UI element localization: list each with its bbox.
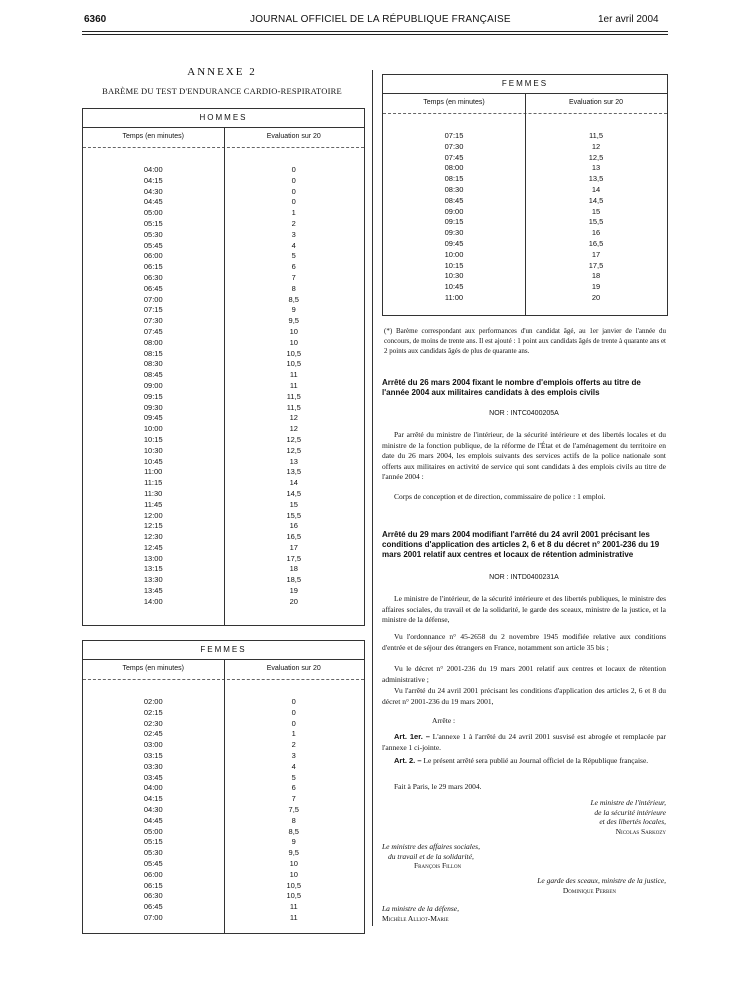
evaluation-cell: 4 (291, 761, 296, 771)
evaluation-cell: 15 (289, 499, 298, 509)
arrete2-paragraph-4: Vu l'arrêté du 24 avril 2001 précisant les conditions d'application des articles 2, 6 et 8 du décret n° 2001-236 du 19 mars 2001, (382, 686, 666, 706)
time-cell: 05:30 (143, 229, 163, 239)
hommes-table-title: HOMMES (83, 109, 364, 128)
table-row (383, 185, 667, 196)
evaluation-cell: 0 (291, 697, 296, 706)
col-eval-header: Evaluation sur 20 (266, 133, 321, 140)
time-cell: 07:15 (143, 305, 163, 315)
time-cell: 09:30 (444, 228, 464, 238)
evaluation-cell: 17,5 (588, 260, 604, 270)
table-row (83, 251, 364, 262)
evaluation-cell: 16,5 (588, 238, 604, 248)
table-row (83, 230, 364, 241)
table-row (83, 435, 364, 446)
time-cell: 11:15 (144, 478, 163, 488)
time-cell: 09:45 (143, 413, 163, 423)
arrete1-title: Arrêté du 26 mars 2004 fixant le nombre d'emplois offerts au titre de l'année 2004 aux militaires candidats à des emplois civils (382, 378, 641, 397)
time-cell: 02:00 (143, 697, 163, 706)
hommes-table (82, 108, 365, 626)
time-cell: 11:00 (144, 467, 163, 477)
time-cell: 13:30 (143, 575, 163, 585)
evaluation-cell: 7,5 (288, 804, 299, 814)
table-row (83, 586, 364, 597)
evaluation-cell: 13,5 (286, 467, 302, 477)
table-row (383, 217, 667, 228)
arrete1-paragraph: Par arrêté du ministre de l'intérieur, de la sécurité intérieure et des libertés locales et du ministre de la fonction publique, de la réforme de l'État et de l'aménagement du territoire en date du 26 mars 2004, les emplois suivants des services actifs de la police nationale sont offerts aux militaires en activité de service qui sont candidats à des emplois civils au titre de l'année 2004 : (382, 430, 666, 481)
evaluation-cell: 11 (289, 912, 298, 922)
table-row (83, 273, 364, 284)
article-2-text: Le présent arrêté sera publié au Journal officiel de la République française. (423, 756, 649, 765)
evaluation-cell: 20 (289, 596, 298, 606)
signature-title-line: Le garde des sceaux, ministre de la justice, (537, 876, 666, 885)
evaluation-cell: 1 (291, 729, 296, 739)
femmes-table-title: FEMMES (83, 641, 364, 660)
evaluation-cell: 18,5 (286, 575, 302, 585)
time-cell: 08:00 (143, 337, 163, 347)
table-row (83, 359, 364, 370)
table-row (83, 794, 364, 805)
time-cell: 10:30 (143, 445, 163, 455)
signature-title-line: La ministre de la défense, (382, 904, 460, 913)
signature-interieur (520, 798, 666, 836)
table-row (383, 250, 667, 261)
evaluation-cell: 9 (291, 837, 296, 847)
evaluation-cell: 11 (289, 380, 298, 390)
table-row (83, 500, 364, 511)
time-cell: 09:15 (444, 217, 464, 227)
table-row (83, 327, 364, 338)
evaluation-cell: 7 (291, 272, 296, 282)
time-cell: 06:00 (143, 251, 163, 261)
table-row (83, 403, 364, 414)
table-row (383, 163, 667, 174)
time-cell: 07:30 (444, 141, 464, 151)
article-2-label: Art. 2. – (394, 756, 422, 765)
evaluation-cell: 12,5 (588, 152, 604, 162)
time-cell: 05:15 (143, 218, 163, 228)
evaluation-cell: 6 (291, 783, 296, 793)
evaluation-cell: 10 (289, 858, 298, 868)
header-rule (82, 31, 668, 32)
table-row (83, 848, 364, 859)
evaluation-cell: 16 (289, 521, 298, 531)
table-row (83, 543, 364, 554)
evaluation-cell: 17 (289, 542, 298, 552)
table-row (83, 165, 364, 176)
arrete1-nor: NOR : INTC0400205A (489, 410, 559, 417)
table-row (83, 478, 364, 489)
evaluation-cell: 2 (291, 740, 296, 750)
time-cell: 04:15 (143, 175, 163, 185)
arrete2-nor: NOR : INTD0400231A (489, 574, 559, 581)
signature-title-line: du travail et de la solidarité, (388, 851, 474, 861)
time-cell: 05:00 (143, 826, 163, 836)
evaluation-cell: 14,5 (286, 488, 302, 498)
time-cell: 07:00 (143, 294, 163, 304)
table-row (83, 424, 364, 435)
table-row (83, 446, 364, 457)
evaluation-cell: 13,5 (588, 174, 604, 184)
bareme-footnote: (*) Barème correspondant aux performances d'un candidat âgé, au 1er janvier de l'année du concours, de moins de trente ans. Il est ajouté : 1 point aux candidats âgés de trente à quarante ans et 2 points aux candidats âgés de plus de quarante ans. (384, 327, 666, 355)
table-row (83, 467, 364, 478)
evaluation-cell: 10,5 (286, 880, 302, 890)
time-cell: 07:45 (444, 152, 464, 162)
time-cell: 08:45 (444, 195, 464, 205)
time-cell: 13:45 (143, 586, 163, 596)
evaluation-cell: 19 (591, 282, 601, 292)
evaluation-cell: 12 (289, 424, 298, 434)
fait-a-paris: Fait à Paris, le 29 mars 2004. (394, 782, 482, 791)
arrete1-paragraph-2: Corps de conception et de direction, commissaire de police : 1 emploi. (394, 492, 606, 501)
table-row (83, 370, 364, 381)
table-row (83, 881, 364, 892)
table-row (83, 902, 364, 913)
time-cell: 06:30 (143, 272, 163, 282)
signature-affaires-sociales (382, 842, 582, 871)
time-cell: 12:00 (143, 510, 163, 520)
time-cell: 04:30 (143, 186, 163, 196)
table-row (83, 762, 364, 773)
table-row (83, 457, 364, 468)
table-row (383, 239, 667, 250)
evaluation-cell: 1 (291, 208, 296, 218)
col-time-header: Temps (en minutes) (122, 133, 184, 140)
evaluation-cell: 0 (291, 165, 296, 174)
evaluation-cell: 16,5 (286, 532, 302, 542)
time-cell: 06:45 (143, 283, 163, 293)
table-row (383, 261, 667, 272)
evaluation-cell: 11,5 (286, 402, 301, 412)
time-cell: 14:00 (143, 596, 163, 606)
table-row (83, 349, 364, 360)
table-row (383, 228, 667, 239)
evaluation-cell: 0 (291, 707, 296, 717)
time-cell: 07:45 (143, 326, 163, 336)
header-rule-2 (82, 34, 668, 35)
time-cell: 03:45 (143, 772, 163, 782)
time-cell: 13:15 (143, 564, 163, 574)
signature-name: François Fillon (414, 861, 462, 870)
time-cell: 13:00 (143, 553, 163, 563)
time-cell: 05:45 (143, 240, 163, 250)
table-row (83, 521, 364, 532)
evaluation-cell: 15,5 (286, 510, 302, 520)
table-row (83, 413, 364, 424)
time-cell: 07:30 (143, 316, 163, 326)
article-1-label: Art. 1er. – (394, 732, 430, 741)
signature-title-line: de la sécurité intérieure (594, 807, 666, 817)
time-cell: 08:15 (444, 174, 464, 184)
time-cell: 06:15 (143, 262, 163, 272)
evaluation-cell: 2 (291, 218, 296, 228)
table-row (83, 783, 364, 794)
article-1-text: L'annexe 1 à l'arrêté du 24 avril 2001 susvisé est abrogée et remplacée par l'annexe 1 ci-jointe. (382, 732, 667, 752)
evaluation-cell: 10,5 (286, 359, 302, 369)
arrete2-paragraph-2: Vu l'ordonnance n° 45-2658 du 2 novembre 1945 modifiée relative aux conditions d'entrée et de séjour des étrangers en France, notamment son article 35 bis ; (382, 632, 666, 652)
article-1 (382, 732, 666, 753)
table-row (83, 913, 364, 924)
time-cell: 04:00 (143, 165, 163, 174)
time-cell: 05:30 (143, 848, 163, 858)
page-number: 6360 (84, 14, 107, 25)
time-cell: 10:00 (444, 249, 464, 259)
table-row (83, 597, 364, 608)
table-row (383, 282, 667, 293)
table-row (83, 511, 364, 522)
time-cell: 02:45 (143, 729, 163, 739)
table-row (83, 338, 364, 349)
table-row (83, 392, 364, 403)
femmes-table-title: FEMMES (383, 75, 667, 94)
arrete2-paragraph: Le ministre de l'intérieur, de la sécurité intérieure et des libertés publiques, le ministre des affaires sociales, du travail et de la solidarité, le garde des sceaux, ministre de la justice, et la ministre de la défense, (382, 594, 666, 624)
evaluation-cell: 15,5 (588, 217, 604, 227)
evaluation-cell: 11,5 (286, 391, 301, 401)
evaluation-cell: 5 (291, 251, 296, 261)
table-row (83, 837, 364, 848)
evaluation-cell: 11 (289, 370, 298, 380)
annexe-subtitle: BARÈME DU TEST D'ENDURANCE CARDIO-RESPIRATOIRE (102, 86, 342, 96)
evaluation-cell: 12 (591, 141, 601, 151)
evaluation-cell: 4 (291, 240, 296, 250)
table-row (83, 575, 364, 586)
time-cell: 09:30 (143, 402, 163, 412)
time-cell: 12:45 (143, 542, 163, 552)
time-cell: 06:00 (143, 869, 163, 879)
arrete2-title: Arrêté du 29 mars 2004 modifiant l'arrêté du 24 avril 2001 précisant les conditions d'application des articles 2, 6 et 8 du décret n° 2001-236 du 19 mars 2001 relatif aux centres et locaux de rétention administrative (382, 530, 660, 559)
table-row (383, 142, 667, 153)
time-cell: 05:00 (143, 208, 163, 218)
col-eval-header: Evaluation sur 20 (266, 665, 321, 672)
evaluation-cell: 9,5 (288, 848, 299, 858)
time-cell: 08:15 (143, 348, 163, 358)
evaluation-cell: 5 (291, 772, 296, 782)
evaluation-cell: 0 (291, 718, 296, 728)
signature-name: Nicolas Sarkozy (615, 826, 666, 836)
table-row (83, 708, 364, 719)
time-cell: 09:00 (444, 206, 464, 216)
evaluation-cell: 9 (291, 305, 296, 315)
evaluation-cell: 8,5 (288, 826, 299, 836)
femmes-table-right-body (383, 131, 667, 304)
evaluation-cell: 7 (291, 794, 296, 804)
evaluation-cell: 9,5 (288, 316, 299, 326)
evaluation-cell: 18 (591, 271, 601, 281)
time-cell: 06:30 (143, 891, 163, 901)
annexe-title: ANNEXE 2 (187, 66, 257, 78)
evaluation-cell: 14 (289, 478, 298, 488)
table-row (83, 295, 364, 306)
table-row (83, 381, 364, 392)
time-cell: 04:45 (143, 815, 163, 825)
time-cell: 05:45 (143, 858, 163, 868)
time-cell: 09:00 (143, 380, 163, 390)
evaluation-cell: 13 (591, 163, 601, 173)
table-row (383, 293, 667, 304)
table-row (83, 489, 364, 500)
time-cell: 10:45 (143, 456, 163, 466)
evaluation-cell: 11,5 (588, 131, 604, 140)
time-cell: 04:15 (143, 794, 163, 804)
table-row (83, 773, 364, 784)
evaluation-cell: 8 (291, 815, 296, 825)
evaluation-cell: 12 (289, 413, 298, 423)
evaluation-cell: 10 (289, 869, 298, 879)
evaluation-cell: 6 (291, 262, 296, 272)
table-row (83, 305, 364, 316)
time-cell: 10:15 (444, 260, 464, 270)
evaluation-cell: 8 (291, 283, 296, 293)
time-cell: 06:45 (143, 902, 163, 912)
femmes-table-right (382, 74, 668, 316)
evaluation-cell: 0 (291, 197, 296, 207)
table-row (83, 805, 364, 816)
evaluation-cell: 14 (591, 184, 601, 194)
time-cell: 03:00 (143, 740, 163, 750)
table-row (383, 153, 667, 164)
table-row (83, 719, 364, 730)
arrete2-arrete: Arrête : (432, 716, 456, 725)
time-cell: 09:45 (444, 238, 464, 248)
time-cell: 12:15 (143, 521, 163, 531)
page-header (0, 14, 756, 28)
table-row (83, 740, 364, 751)
table-row (83, 532, 364, 543)
table-row (83, 187, 364, 198)
arrete2-paragraph-3: Vu le décret n° 2001-236 du 19 mars 2001 relatif aux centres et locaux de rétention administrative ; (382, 664, 666, 684)
hommes-table-body (83, 165, 364, 608)
evaluation-cell: 20 (591, 292, 601, 302)
table-row (83, 176, 364, 187)
evaluation-cell: 12,5 (286, 434, 302, 444)
evaluation-cell: 3 (291, 750, 296, 760)
time-cell: 03:15 (143, 750, 163, 760)
table-row (83, 564, 364, 575)
evaluation-cell: 19 (289, 586, 298, 596)
evaluation-cell: 10 (289, 337, 298, 347)
signature-name: Dominique Perben (562, 885, 616, 895)
table-row (383, 196, 667, 207)
time-cell: 10:00 (143, 424, 163, 434)
table-row (83, 697, 364, 708)
femmes-table-left (82, 640, 365, 934)
evaluation-cell: 16 (591, 228, 601, 238)
time-cell: 08:00 (444, 163, 464, 173)
time-cell: 07:00 (143, 912, 163, 922)
time-cell: 08:30 (444, 184, 464, 194)
column-divider (372, 70, 373, 926)
table-row (83, 554, 364, 565)
evaluation-cell: 17,5 (286, 553, 302, 563)
table-row (83, 827, 364, 838)
time-cell: 09:15 (143, 391, 163, 401)
time-cell: 11:00 (444, 292, 464, 302)
time-cell: 03:30 (143, 761, 163, 771)
col-time-header: Temps (en minutes) (122, 665, 184, 672)
time-cell: 10:45 (444, 282, 464, 292)
time-cell: 02:15 (143, 707, 163, 717)
issue-date: 1er avril 2004 (598, 14, 659, 25)
signature-justice (430, 876, 666, 895)
time-cell: 10:15 (143, 434, 163, 444)
time-cell: 02:30 (143, 718, 163, 728)
evaluation-cell: 3 (291, 229, 296, 239)
time-cell: 04:45 (143, 197, 163, 207)
evaluation-cell: 10 (289, 326, 298, 336)
time-cell: 11:45 (144, 499, 163, 509)
table-row (83, 284, 364, 295)
femmes-table-left-body (83, 697, 364, 924)
time-cell: 11:30 (144, 488, 163, 498)
time-cell: 07:15 (444, 131, 464, 140)
evaluation-cell: 13 (289, 456, 298, 466)
evaluation-cell: 14,5 (588, 195, 604, 205)
evaluation-cell: 15 (591, 206, 601, 216)
evaluation-cell: 10,5 (286, 348, 302, 358)
time-cell: 04:00 (143, 783, 163, 793)
table-row (383, 271, 667, 282)
evaluation-cell: 0 (291, 175, 296, 185)
table-row (83, 859, 364, 870)
table-row (83, 208, 364, 219)
table-row (83, 729, 364, 740)
time-cell: 10:30 (444, 271, 464, 281)
table-row (83, 891, 364, 902)
col-time-header: Temps (en minutes) (423, 99, 485, 106)
time-cell: 08:45 (143, 370, 163, 380)
table-row (83, 316, 364, 327)
table-row (383, 174, 667, 185)
table-row (383, 131, 667, 142)
evaluation-cell: 10,5 (286, 891, 302, 901)
table-row (83, 870, 364, 881)
time-cell: 05:15 (143, 837, 163, 847)
article-2 (382, 756, 666, 767)
evaluation-cell: 12,5 (286, 445, 302, 455)
evaluation-cell: 17 (591, 249, 601, 259)
table-row (83, 751, 364, 762)
evaluation-cell: 18 (289, 564, 298, 574)
time-cell: 08:30 (143, 359, 163, 369)
signature-defense (382, 904, 582, 923)
table-row (83, 197, 364, 208)
table-row (383, 207, 667, 218)
signature-name: Michèle Alliot-Marie (382, 913, 449, 923)
evaluation-cell: 0 (291, 186, 296, 196)
signature-title-line: et des libertés locales, (599, 817, 666, 826)
time-cell: 06:15 (143, 880, 163, 890)
col-eval-header: Evaluation sur 20 (568, 99, 624, 106)
evaluation-cell: 8,5 (288, 294, 299, 304)
time-cell: 04:30 (143, 804, 163, 814)
signature-title-line: Le ministre des affaires sociales, (382, 842, 480, 851)
evaluation-cell: 11 (289, 902, 298, 912)
table-row (83, 219, 364, 230)
signature-title-line: Le ministre de l'intérieur, (590, 798, 666, 807)
table-row (83, 816, 364, 827)
table-row (83, 262, 364, 273)
journal-title: JOURNAL OFFICIEL DE LA RÉPUBLIQUE FRANÇAISE (250, 14, 511, 25)
table-row (83, 241, 364, 252)
time-cell: 12:30 (143, 532, 163, 542)
